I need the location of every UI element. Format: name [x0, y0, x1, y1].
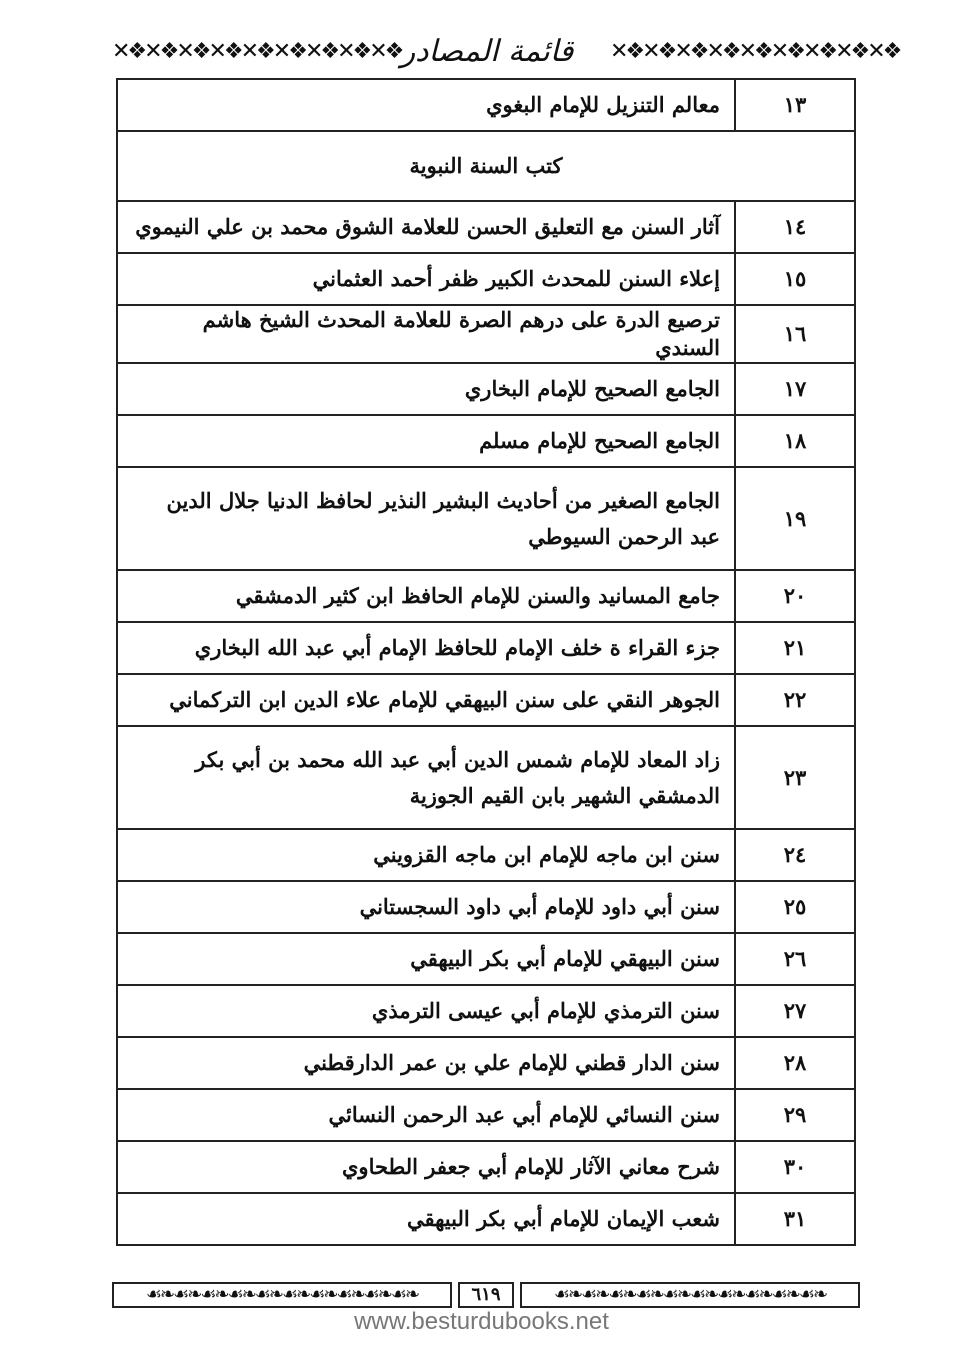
row-number: ١٩: [735, 467, 855, 570]
row-title: الجوهر النقي على سنن البيهقي للإمام علاء الدين ابن التركماني: [117, 674, 735, 726]
row-title: شعب الإيمان للإمام أبي بكر البيهقي: [117, 1193, 735, 1245]
footer-ornament-right: ☙❧☙❧☙❧☙❧☙❧☙❧☙❧☙❧☙❧☙❧: [520, 1282, 860, 1308]
row-title: سنن الدار قطني للإمام علي بن عمر الدارقطني: [117, 1037, 735, 1089]
table-row: [117, 622, 855, 674]
table-row: [117, 933, 855, 985]
page-footer: [112, 1282, 860, 1310]
table-row: [117, 79, 855, 131]
row-number: ١٥: [735, 253, 855, 305]
section-row: [117, 131, 855, 201]
table-row: [117, 881, 855, 933]
sources-table: [116, 78, 856, 1246]
row-title: الجامع الصحيح للإمام البخاري: [117, 363, 735, 415]
table-row: [117, 363, 855, 415]
watermark-url: www.besturdubooks.net: [354, 1308, 609, 1335]
row-number: ١٦: [735, 305, 855, 363]
table-row: [117, 985, 855, 1037]
row-title: جزء القراء ة خلف الإمام للحافظ الإمام أبي عبد الله البخاري: [117, 622, 735, 674]
header-ornament-right: ✕❖✕❖✕❖✕❖✕❖✕❖✕❖✕❖✕❖: [610, 39, 900, 64]
row-title: سنن ابن ماجه للإمام ابن ماجه القزويني: [117, 829, 735, 881]
row-number: ٢٥: [735, 881, 855, 933]
row-title: الجامع الصغير من أحاديث البشير النذير لحافظ الدنيا جلال الدين عبد الرحمن السيوطي: [117, 467, 735, 570]
header-ornament-left: ✕❖✕❖✕❖✕❖✕❖✕❖✕❖✕❖✕❖: [112, 39, 402, 64]
row-number: ١٨: [735, 415, 855, 467]
table-row: [117, 305, 855, 363]
row-title: الجامع الصحيح للإمام مسلم: [117, 415, 735, 467]
table-row: [117, 1193, 855, 1245]
table-row: [117, 1037, 855, 1089]
row-title: ترصيع الدرة على درهم الصرة للعلامة المحدث الشيخ هاشم السندي: [117, 305, 735, 363]
row-number: ٣٠: [735, 1141, 855, 1193]
row-number: ٢٦: [735, 933, 855, 985]
table-row: [117, 253, 855, 305]
row-number: ١٧: [735, 363, 855, 415]
row-number: ٢٠: [735, 570, 855, 622]
table-row: [117, 1089, 855, 1141]
section-heading: كتب السنة النبوية: [117, 131, 855, 201]
row-number: ٢٢: [735, 674, 855, 726]
row-title: زاد المعاد للإمام شمس الدين أبي عبد الله محمد بن أبي بكر الدمشقي الشهير بابن القيم الجوزية: [117, 726, 735, 829]
footer-ornament-left: ☙❧☙❧☙❧☙❧☙❧☙❧☙❧☙❧☙❧☙❧: [112, 1282, 452, 1308]
row-title: سنن أبي داود للإمام أبي داود السجستاني: [117, 881, 735, 933]
row-number: ٢٨: [735, 1037, 855, 1089]
row-number: ١٤: [735, 201, 855, 253]
row-number: ٢١: [735, 622, 855, 674]
row-title: سنن النسائي للإمام أبي عبد الرحمن النسائي: [117, 1089, 735, 1141]
row-number: ٢٤: [735, 829, 855, 881]
row-number: ٢٣: [735, 726, 855, 829]
table-row: [117, 201, 855, 253]
row-title: سنن الترمذي للإمام أبي عيسى الترمذي: [117, 985, 735, 1037]
table-row: [117, 467, 855, 570]
page-number: ٦١٩: [458, 1282, 514, 1308]
table-row: [117, 674, 855, 726]
table-row: [117, 829, 855, 881]
row-title: جامع المسانيد والسنن للإمام الحافظ ابن كثير الدمشقي: [117, 570, 735, 622]
page-header: [112, 30, 900, 74]
row-number: ٣١: [735, 1193, 855, 1245]
row-title: سنن البيهقي للإمام أبي بكر البيهقي: [117, 933, 735, 985]
row-number: ١٣: [735, 79, 855, 131]
page-title: قائمة المصادر: [400, 34, 574, 69]
table-row: [117, 726, 855, 829]
row-title: معالم التنزيل للإمام البغوي: [117, 79, 735, 131]
row-number: ٢٩: [735, 1089, 855, 1141]
row-title: إعلاء السنن للمحدث الكبير ظفر أحمد العثماني: [117, 253, 735, 305]
table-row: [117, 1141, 855, 1193]
table-row: [117, 570, 855, 622]
row-title: آثار السنن مع التعليق الحسن للعلامة الشوق محمد بن علي النيموي: [117, 201, 735, 253]
row-number: ٢٧: [735, 985, 855, 1037]
table-row: [117, 415, 855, 467]
row-title: شرح معاني الآثار للإمام أبي جعفر الطحاوي: [117, 1141, 735, 1193]
